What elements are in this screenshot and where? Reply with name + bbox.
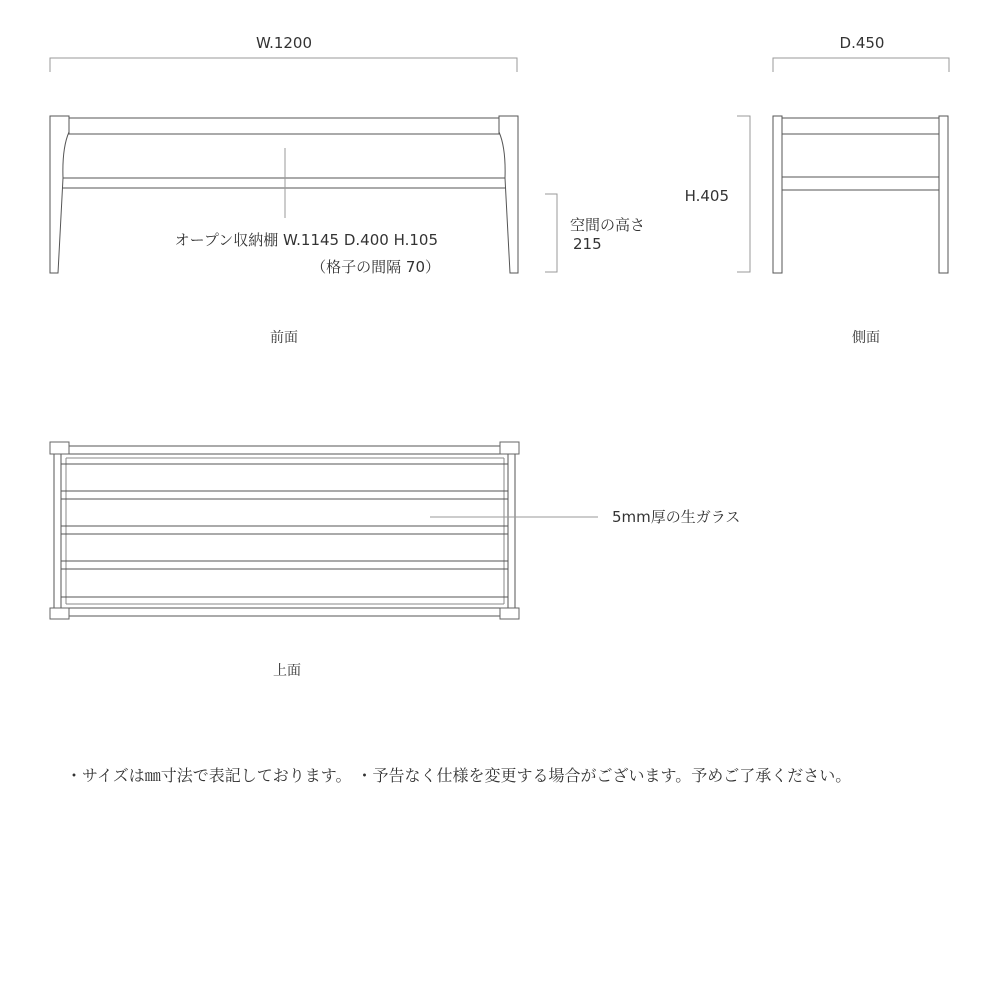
clearance-label: 空間の高さ: [570, 216, 646, 234]
front-view-label: 前面: [270, 330, 298, 346]
top-view-label: 上面: [273, 663, 301, 679]
side-view-label: 側面: [852, 330, 880, 346]
top-view: [50, 442, 740, 679]
width-dimension: [50, 34, 517, 72]
shelf-spec-label: オープン収納棚 W.1145 D.400 H.105: [174, 231, 438, 249]
lattice-spacing-label: （格子の間隔 70）: [311, 258, 440, 276]
side-view: [685, 116, 948, 346]
footnote: ・サイズは㎜寸法で表記しております。 ・予告なく仕様を変更する場合がございます。予めご了承ください。: [66, 766, 852, 785]
depth-dimension-label: D.450: [839, 34, 885, 52]
height-dimension-label: H.405: [684, 187, 729, 205]
glass-label: 5mm厚の生ガラス: [612, 508, 741, 526]
width-dimension-label: W.1200: [255, 34, 313, 52]
clearance-value: 215: [573, 235, 602, 253]
front-view: [50, 116, 645, 346]
depth-dimension: [773, 34, 949, 72]
